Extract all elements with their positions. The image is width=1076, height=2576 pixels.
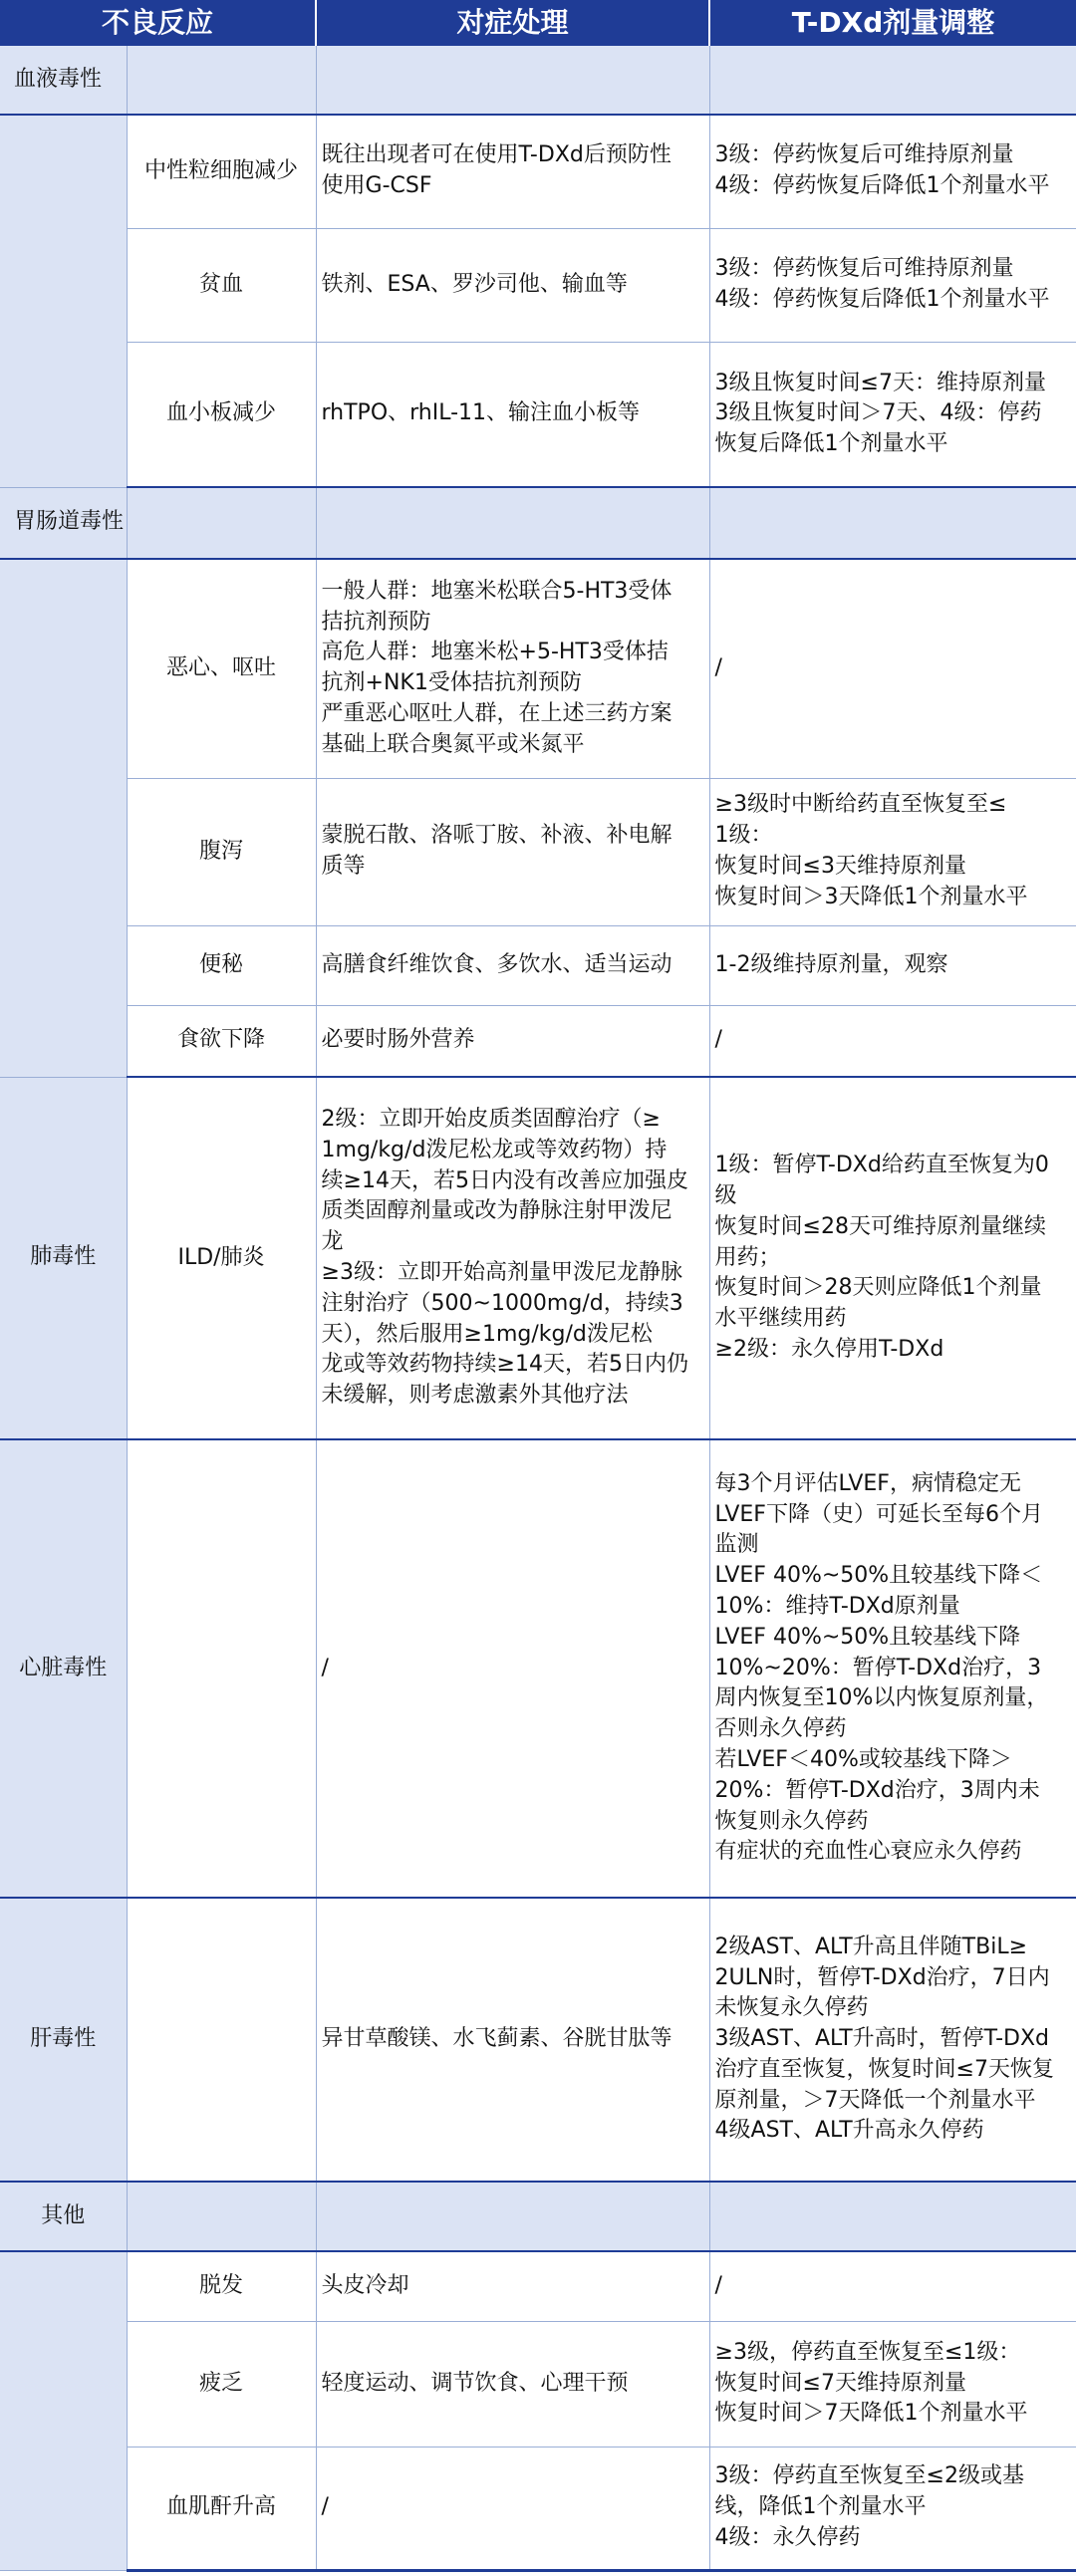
table-row <box>0 342 1076 487</box>
dose-cell: 1级：暂停T-DXd给药直至恢复为0 级 恢复时间≤28天可维持原剂量继续 用药； 恢复时间＞28天则应降低1个剂量 水平继续用药 ≥2级：永久停用T-DXd <box>709 1077 1076 1439</box>
category-other: 其他 <box>0 2182 127 2251</box>
reaction-name <box>127 1898 316 2182</box>
treatment-cell: 既往出现者可在使用T-DXd后预防性 使用G-CSF <box>316 115 709 228</box>
treatment-cell: / <box>316 1439 709 1898</box>
treatment-cell: 头皮冷却 <box>316 2251 709 2321</box>
dose-cell: ≥3级，停药直至恢复至≤1级： 恢复时间≤7天维持原剂量 恢复时间＞7天降低1个剂量水平 <box>709 2321 1076 2447</box>
treatment-cell: 异甘草酸镁、水飞蓟素、谷胱甘肽等 <box>316 1898 709 2182</box>
reaction-name: 疲乏 <box>127 2321 316 2447</box>
treatment-cell: 蒙脱石散、洛哌丁胺、补液、补电解 质等 <box>316 778 709 925</box>
dose-cell: 2级AST、ALT升高且伴随TBiL≥ 2ULN时，暂停T-DXd治疗，7日内 未恢复永久停药 3级AST、ALT升高时，暂停T-DXd 治疗直至恢复，恢复时间≤7天恢复 原剂量，＞7天降低一个剂量水平 4级AST、ALT升高永久停药 <box>709 1898 1076 2182</box>
category-cardiac: 心脏毒性 <box>0 1439 127 1898</box>
reaction-name: 血小板减少 <box>127 342 316 487</box>
reaction-name: 腹泻 <box>127 778 316 925</box>
section-row-hematologic <box>0 46 1076 115</box>
dose-cell: 3级：停药恢复后可维持原剂量 4级：停药恢复后降低1个剂量水平 <box>709 115 1076 228</box>
treatment-cell: 轻度运动、调节饮食、心理干预 <box>316 2321 709 2447</box>
reaction-name: ILD/肺炎 <box>127 1077 316 1439</box>
category-hematologic: 血液毒性 <box>0 46 127 115</box>
table-row <box>0 228 1076 342</box>
header-dose-adjustment: T-DXd剂量调整 <box>709 0 1076 46</box>
reaction-name: 脱发 <box>127 2251 316 2321</box>
table-header <box>0 0 1076 46</box>
reaction-name: 血肌酐升高 <box>127 2447 316 2570</box>
reaction-name: 贫血 <box>127 228 316 342</box>
dose-cell: 3级：停药恢复后可维持原剂量 4级：停药恢复后降低1个剂量水平 <box>709 228 1076 342</box>
dose-cell: / <box>709 559 1076 778</box>
table-row <box>0 778 1076 925</box>
reaction-name: 中性粒细胞减少 <box>127 115 316 228</box>
dose-cell: / <box>709 2251 1076 2321</box>
treatment-cell: / <box>316 2447 709 2570</box>
category-hepatic: 肝毒性 <box>0 1898 127 2182</box>
table-row <box>0 2447 1076 2570</box>
dose-cell: 3级：停药直至恢复至≤2级或基 线，降低1个剂量水平 4级：永久停药 <box>709 2447 1076 2570</box>
reaction-name: 食欲下降 <box>127 1005 316 1077</box>
header-treatment: 对症处理 <box>316 0 709 46</box>
table-row <box>0 1439 1076 1898</box>
dose-cell: 1-2级维持原剂量，观察 <box>709 925 1076 1005</box>
reaction-name <box>127 1439 316 1898</box>
table-row <box>0 1898 1076 2182</box>
category-gi: 胃肠道毒性 <box>0 487 127 559</box>
section-row-gi <box>0 487 1076 559</box>
treatment-cell: 铁剂、ESA、罗沙司他、输血等 <box>316 228 709 342</box>
treatment-cell: rhTPO、rhIL-11、输注血小板等 <box>316 342 709 487</box>
table-row <box>0 115 1076 228</box>
table-row <box>0 559 1076 778</box>
treatment-cell: 必要时肠外营养 <box>316 1005 709 1077</box>
reaction-name: 便秘 <box>127 925 316 1005</box>
table-row <box>0 1077 1076 1439</box>
header-adverse-reaction: 不良反应 <box>0 0 316 46</box>
treatment-cell: 高膳食纤维饮食、多饮水、适当运动 <box>316 925 709 1005</box>
category-pulmonary: 肺毒性 <box>0 1077 127 1439</box>
table-row <box>0 2321 1076 2447</box>
dose-cell: / <box>709 1005 1076 1077</box>
section-row-other <box>0 2182 1076 2251</box>
table-row <box>0 1005 1076 1077</box>
table-row <box>0 925 1076 1005</box>
table-row <box>0 2251 1076 2321</box>
dose-cell: ≥3级时中断给药直至恢复至≤ 1级： 恢复时间≤3天维持原剂量 恢复时间＞3天降低1个剂量水平 <box>709 778 1076 925</box>
reaction-name: 恶心、呕吐 <box>127 559 316 778</box>
dose-cell: 每3个月评估LVEF，病情稳定无 LVEF下降（史）可延长至每6个月 监测 LVEF 40%~50%且较基线下降＜ 10%：维持T-DXd原剂量 LVEF 40%~50%且较基线下降 10%~20%：暂停T-DXd治疗，3 周内恢复至10%以内恢复原剂量， 否则永久停药 若LVEF＜40%或较基线下降＞ 20%：暂停T-DXd治疗，3周内未 恢复则永久停药 有症状的充血性心衰应永久停药 <box>709 1439 1076 1898</box>
dose-cell: 3级且恢复时间≤7天：维持原剂量 3级且恢复时间＞7天、4级：停药 恢复后降低1个剂量水平 <box>709 342 1076 487</box>
treatment-cell: 一般人群：地塞米松联合5-HT3受体 拮抗剂预防 高危人群：地塞米松+5-HT3受体拮 抗剂+NK1受体拮抗剂预防 严重恶心呕吐人群，在上述三药方案 基础上联合奥氮平或米氮平 <box>316 559 709 778</box>
treatment-cell: 2级：立即开始皮质类固醇治疗（≥ 1mg/kg/d泼尼松龙或等效药物）持 续≥14天，若5日内没有改善应加强皮 质类固醇剂量或改为静脉注射甲泼尼 龙 ≥3级：立即开始高剂量甲泼尼龙静脉 注射治疗（500~1000mg/d，持续3 天），然后服用≥1mg/kg/d泼尼松 龙或等效药物持续≥14天，若5日内仍 未缓解，则考虑激素外其他疗法 <box>316 1077 709 1439</box>
